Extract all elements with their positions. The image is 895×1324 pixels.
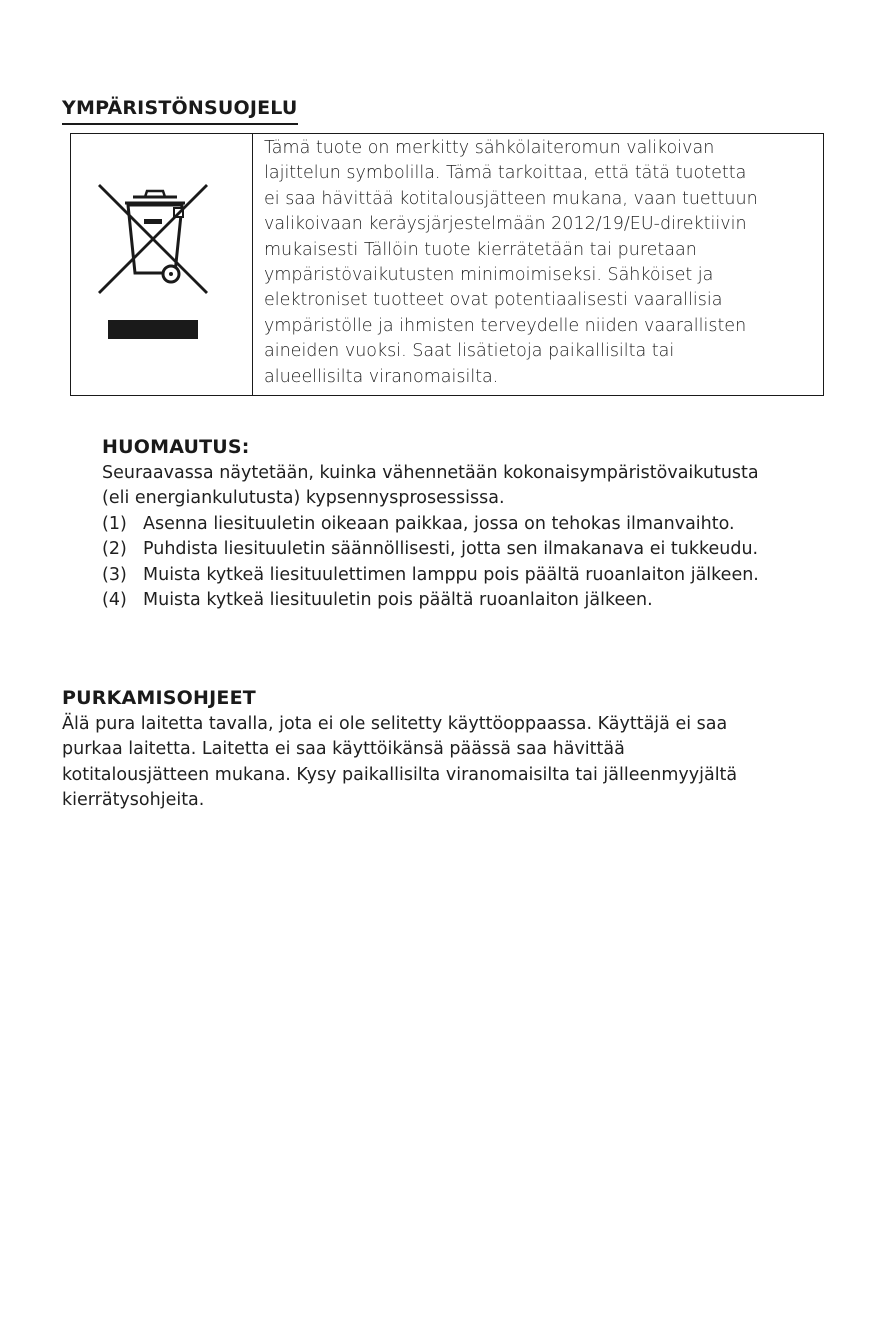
disposal-body	[62, 712, 862, 814]
list-item	[102, 563, 822, 588]
weee-line: aineiden vuoksi. Saat lisätietoja paikallisilta tai	[264, 341, 675, 362]
weee-line: ympäristölle ja ihmisten terveydelle niiden vaarallisten	[264, 315, 747, 336]
list-item-number: (2)	[102, 539, 127, 560]
list-item-text: Asenna liesituuletin oikeaan paikkaa, jossa on tehokas ilmanvaihto.	[143, 513, 735, 534]
list-item	[102, 588, 822, 613]
disposal-section	[62, 684, 862, 814]
note-heading: HUOMAUTUS:	[102, 436, 250, 458]
weee-line: valikoivaan keräysjärjestelmään 2012/19/EU-direktiivin	[264, 214, 747, 235]
weee-info-box	[70, 133, 824, 396]
weee-line: Tämä tuote on merkitty sähkölaiteromun valikoivan	[264, 138, 715, 158]
disposal-line: kierrätysohjeita.	[62, 790, 205, 811]
weee-line: ei saa hävittää kotitalousjätteen mukana, vaan tuettuun	[264, 188, 758, 209]
weee-description	[253, 134, 758, 395]
list-item-text: Muista kytkeä liesituulettimen lamppu pois päältä ruoanlaiton jälkeen.	[143, 564, 759, 585]
disposal-line: Älä pura laitetta tavalla, jota ei ole selitetty käyttöoppaassa. Käyttäjä ei saa	[62, 714, 728, 734]
weee-line: alueellisilta viranomaisilta.	[264, 366, 499, 387]
weee-line: elektroniset tuotteet ovat potentiaalisesti vaarallisia	[264, 290, 723, 311]
list-item-number: (3)	[102, 564, 127, 585]
list-item-number: (4)	[102, 590, 127, 611]
list-item-text: Muista kytkeä liesituuletin pois päältä ruoanlaiton jälkeen.	[143, 590, 653, 611]
list-item	[102, 537, 822, 562]
note-intro-line: (eli energiankulutusta) kypsennysprosessissa.	[102, 488, 505, 509]
note-body	[102, 461, 822, 613]
weee-symbol-cell	[71, 134, 253, 395]
weee-line: lajittelun symbolilla. Tämä tarkoittaa, että tätä tuotetta	[264, 163, 747, 184]
disposal-line: purkaa laitetta. Laitetta ei saa käyttöikänsä päässä saa hävittää	[62, 739, 625, 760]
list-item-text: Puhdista liesituuletin säännöllisesti, jotta sen ilmakanava ei tukkeudu.	[143, 539, 759, 560]
disposal-heading: PURKAMISOHJEET	[62, 687, 256, 709]
note-intro-line: Seuraavassa näytetään, kuinka vähennetään kokonaisympäristövaikutusta	[102, 463, 759, 483]
note-section	[102, 433, 822, 613]
disposal-line: kotitalousjätteen mukana. Kysy paikallisilta viranomaisilta tai jälleenmyyjältä	[62, 764, 738, 785]
weee-line: ympäristövaikutusten minimoimiseksi. Sähköiset ja	[264, 265, 714, 286]
weee-line: mukaisesti Tällöin tuote kierrätetään tai puretaan	[264, 239, 697, 260]
crossed-out-wheelie-bin-icon	[95, 179, 215, 339]
list-item-number: (1)	[102, 513, 127, 534]
environment-heading: YMPÄRISTÖNSUOJELU	[62, 94, 298, 125]
list-item	[102, 512, 822, 537]
